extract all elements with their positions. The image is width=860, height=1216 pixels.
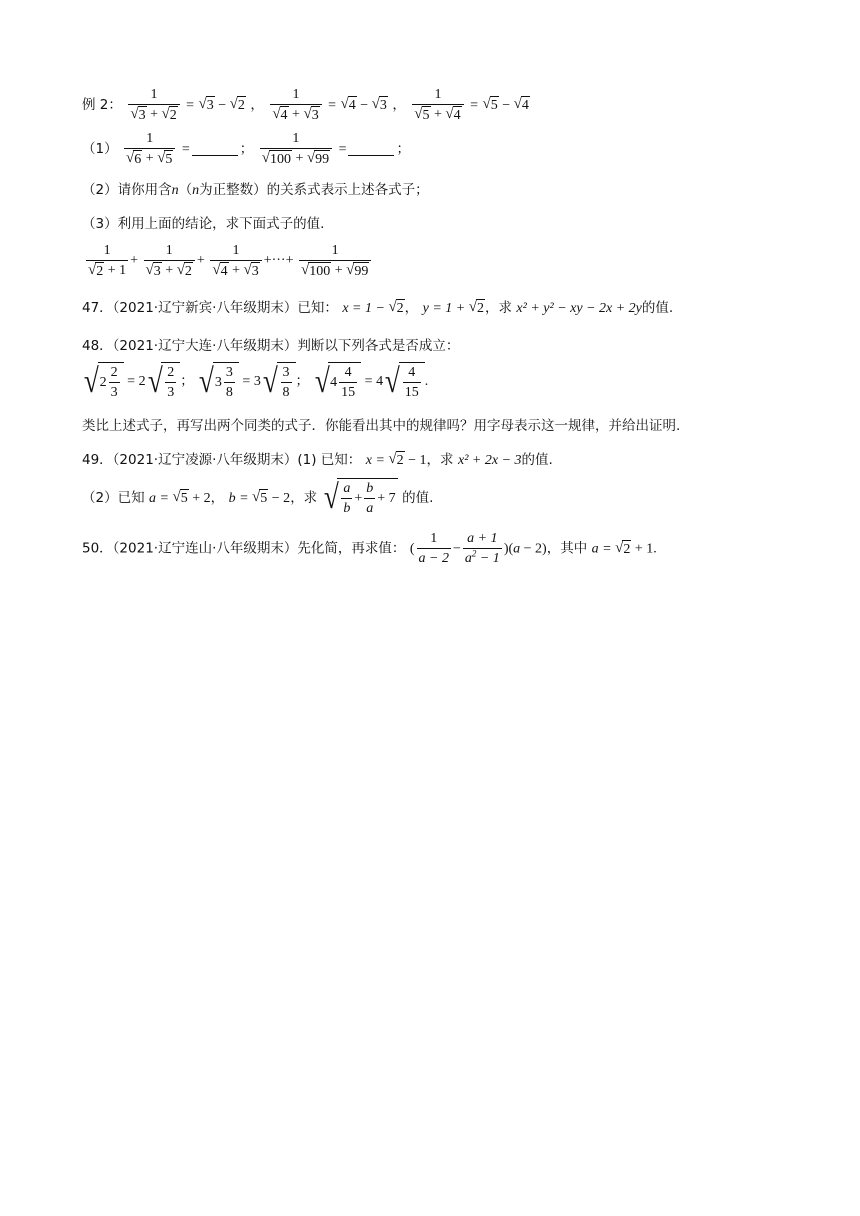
- fraction: 1 √ 4 + √ 3: [270, 86, 321, 124]
- fraction: 1 √ 100 + √ 99: [260, 130, 332, 168]
- fraction: 1 √ 5 + √ 4: [412, 86, 463, 124]
- answer-blank: [348, 143, 394, 156]
- question-47: 47．（2021·辽宁新宾·八年级期末）已知： x = 1 − √ 2 ， y = 1 + √ 2 ，求 x² + y² − xy − 2x + 2y的值.: [82, 299, 674, 316]
- example2-line: 例 2： 1 √ 3 + √ 2 = √ 3 − √ 2 ， 1 √ 4 + √ 3 = √ 4 − √ 3 ， 1 √ 5 + √ 4 = √ 5 − √ 4: [82, 87, 529, 123]
- fraction: 1 √ 3 + √ 2: [128, 86, 179, 124]
- part2-line: （2）请你用含n（n为正整数）的关系式表示上述各式子；: [82, 182, 429, 198]
- part1-line: （1） 1 √ 6 + √ 5 = ； 1 √ 100 + √ 99 = ；: [82, 131, 410, 167]
- question-50: 50．（2021·辽宁连山·八年级期末）先化简，再求值： ( $\frac{1}{a - 2}$ − $\frac{a + 1}{a^2 - 1}$ )(a − 2)，其中 a = √ 2 + 1.: [82, 531, 657, 566]
- answer-blank: [192, 143, 238, 156]
- question-48: 48．（2021·辽宁大连·八年级期末）判断以下列各式是否成立：: [82, 338, 460, 354]
- question-48-equations: √ 2 $\frac{2}{3}$ = 2 √ $\frac{2}{3}$ ； √ 3 $\frac{3}{8}$ = 3 √ $\frac{3}{8}$ ； √ 4 $\frac{4}{15}$ = 4 √ $\frac{4}{15}$ .: [83, 363, 429, 400]
- example2-label: 例 2：: [82, 97, 122, 113]
- sum-expression: 1 √ 2 + 1 + 1 √ 3 + √ 2 + 1 √ 4 + √ 3 +···+ 1 √ 100 + √ 99: [84, 242, 373, 280]
- fraction: 1 √ 6 + √ 5: [124, 130, 175, 168]
- part3-line: （3）利用上面的结论，求下面式子的值.: [82, 216, 325, 232]
- question-48-followup: 类比上述式子，再写出两个同类的式子．你能看出其中的规律吗？用字母表示这一规律，并给出证明.: [82, 418, 681, 434]
- question-49: 49．（2021·辽宁凌源·八年级期末）(1) 已知： x = √ 2 − 1，求 x² + 2x − 3的值.: [82, 451, 553, 468]
- question-49-part2: （2）已知 a = √ 5 + 2， b = √ 5 − 2，求 √ $\frac{a}{b}$ + $\frac{b}{a}$ + 7 的值.: [82, 479, 434, 516]
- part1-label: （1）: [82, 141, 118, 157]
